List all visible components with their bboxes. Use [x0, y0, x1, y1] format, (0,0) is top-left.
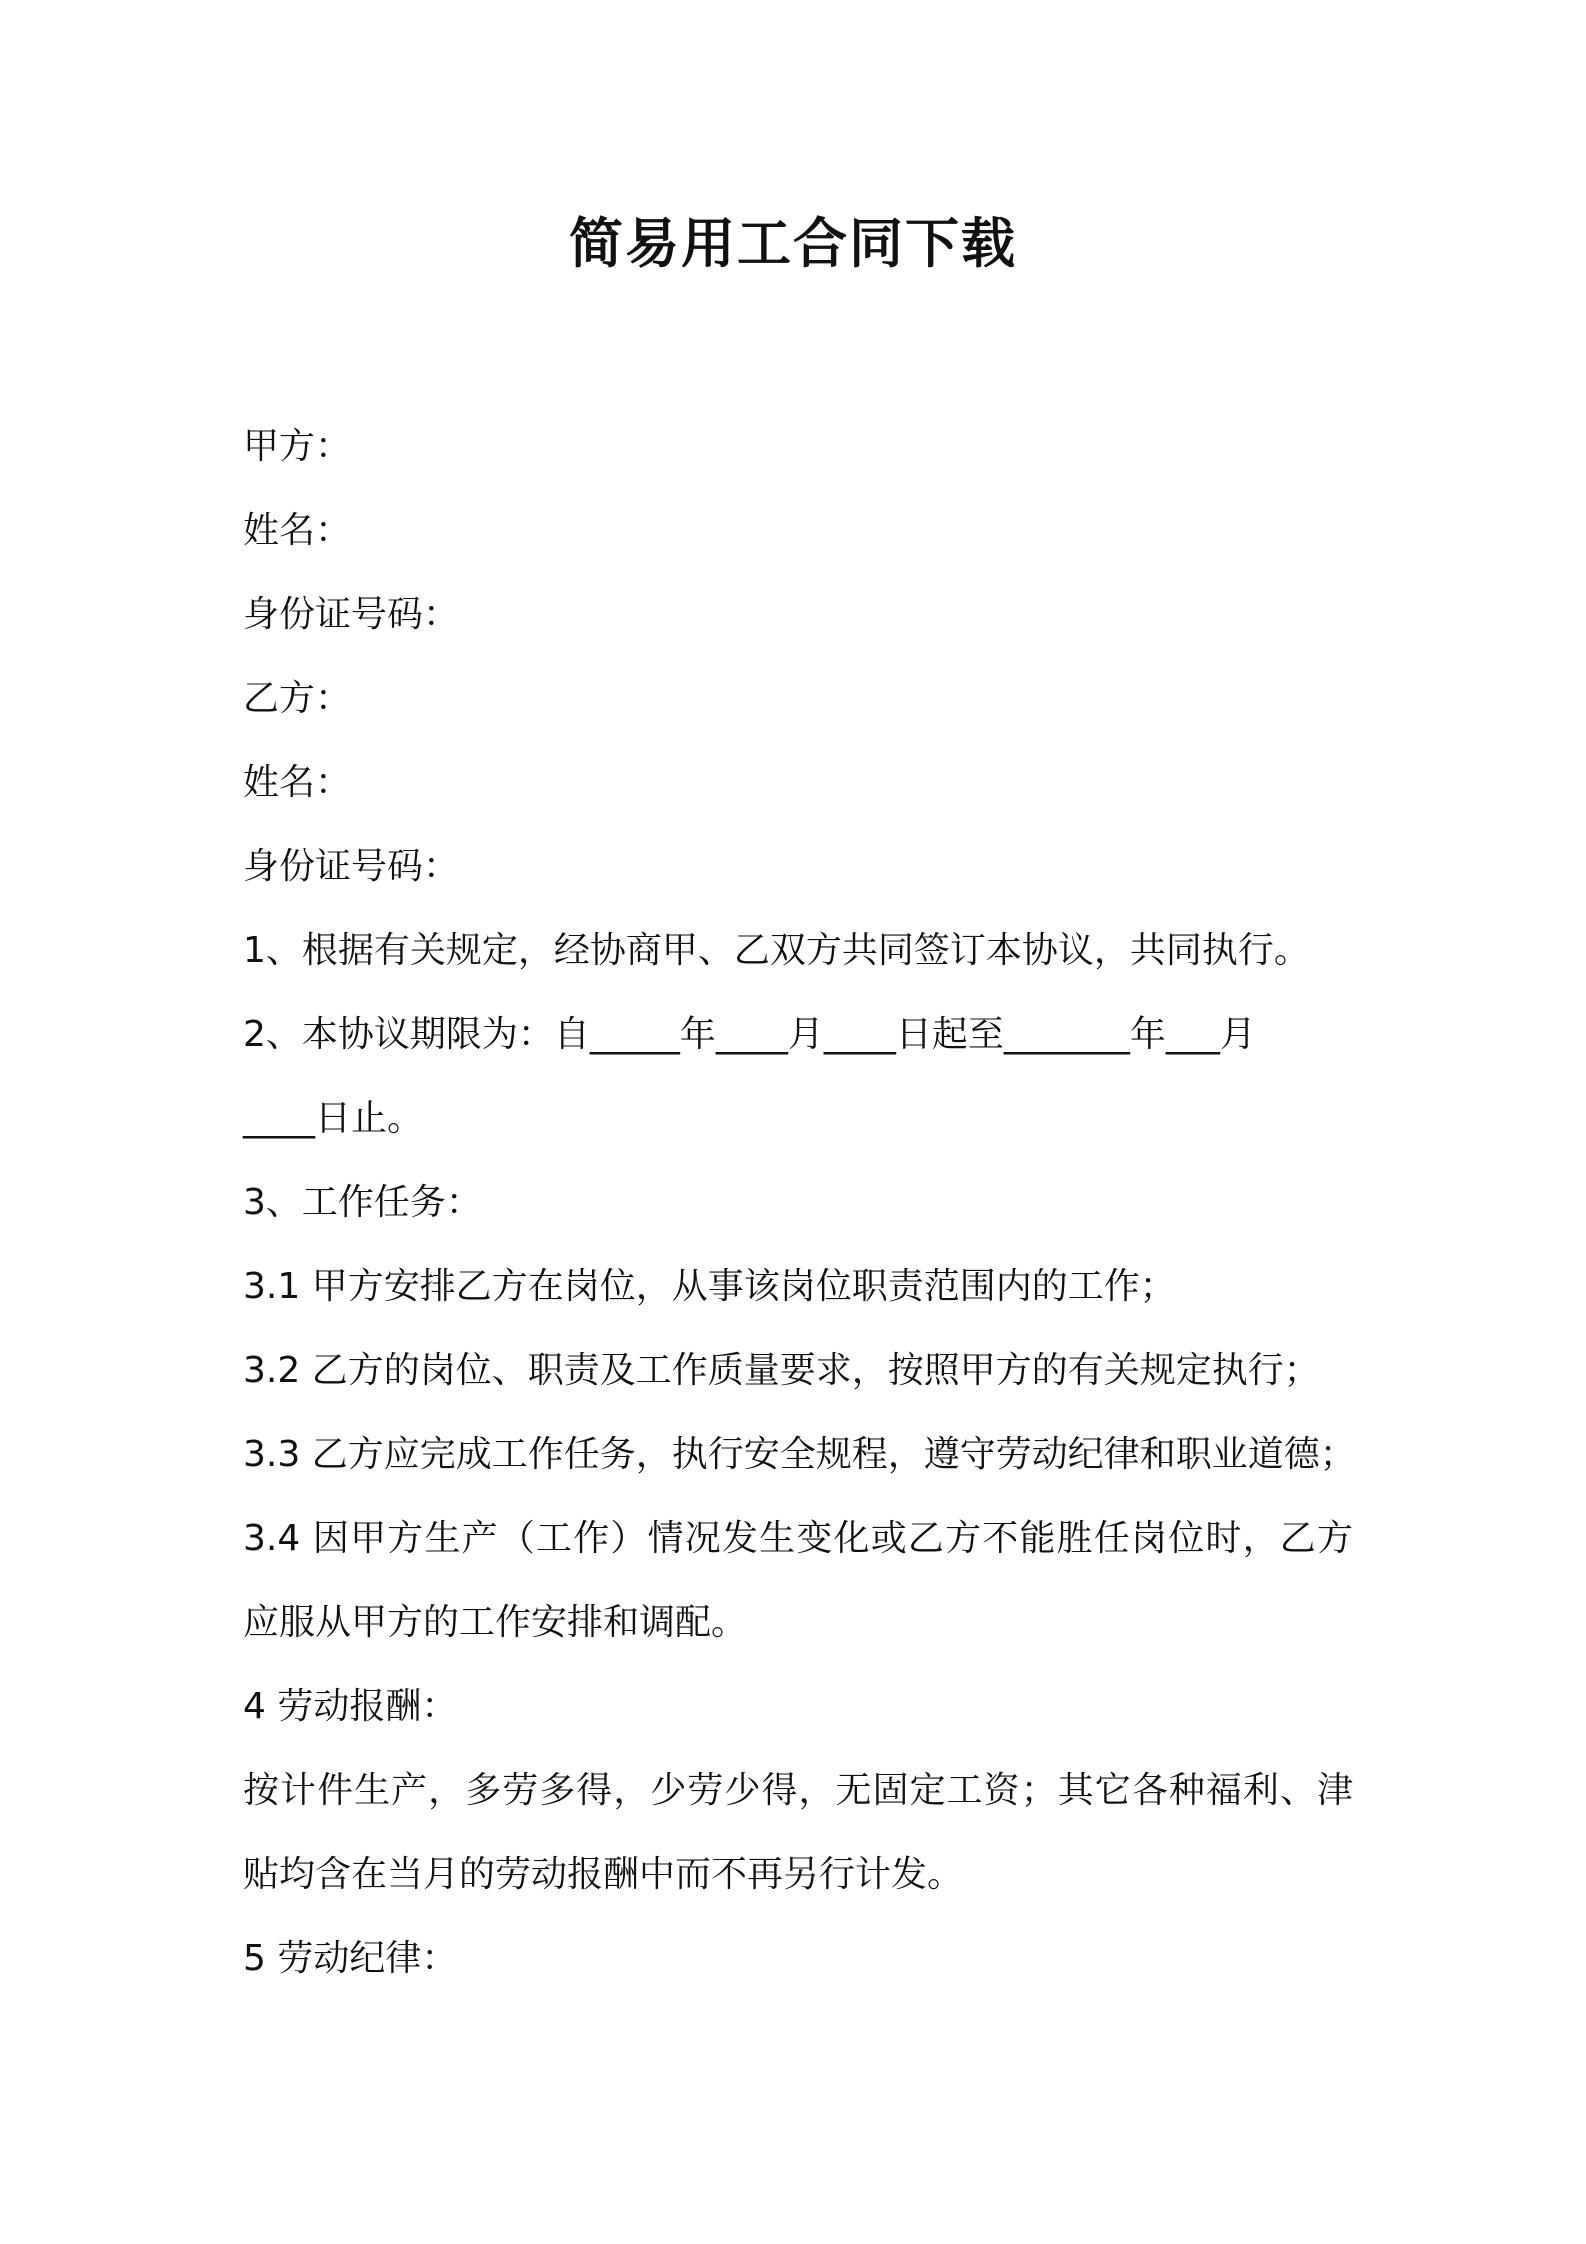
clause-3-3: 3.3 乙方应完成工作任务，执行安全规程，遵守劳动纪律和职业道德；: [243, 1434, 1356, 1475]
clause-5-title: 5 劳动纪律：: [243, 1938, 458, 1979]
party-a-name-label: 姓名：: [243, 510, 352, 551]
document-title: 简易用工合同下载: [569, 212, 1017, 275]
party-b-label: 乙方：: [243, 678, 352, 719]
clause-4-title: 4 劳动报酬：: [243, 1686, 458, 1727]
party-b-id-label: 身份证号码：: [243, 846, 460, 887]
clause-1: 1、根据有关规定，经协商甲、乙双方共同签订本协议，共同执行。: [243, 930, 1310, 971]
party-a-label: 甲方：: [243, 426, 352, 467]
clause-2-line-2: ____日止。: [243, 1098, 424, 1139]
clause-3-title: 3、工作任务：: [243, 1182, 482, 1223]
clause-3-2: 3.2 乙方的岗位、职责及工作质量要求，按照甲方的有关规定执行；: [243, 1350, 1320, 1391]
clause-3-1: 3.1 甲方安排乙方在岗位，从事该岗位职责范围内的工作；: [243, 1266, 1176, 1307]
document-body: [243, 405, 1356, 2001]
clause-3-4: 3.4 因甲方生产（工作）情况发生变化或乙方不能胜任岗位时，乙方应服从甲方的工作安排和调配。: [243, 1518, 1353, 1643]
clause-4-body: 按计件生产，多劳多得，少劳少得，无固定工资；其它各种福利、津贴均含在当月的劳动报酬中而不再另行计发。: [243, 1770, 1353, 1895]
party-a-id-label: 身份证号码：: [243, 594, 460, 635]
party-b-name-label: 姓名：: [243, 762, 352, 803]
clause-2-line-1: 2、本协议期限为：自_____年____月____日起至_______年___月: [243, 1014, 1256, 1055]
